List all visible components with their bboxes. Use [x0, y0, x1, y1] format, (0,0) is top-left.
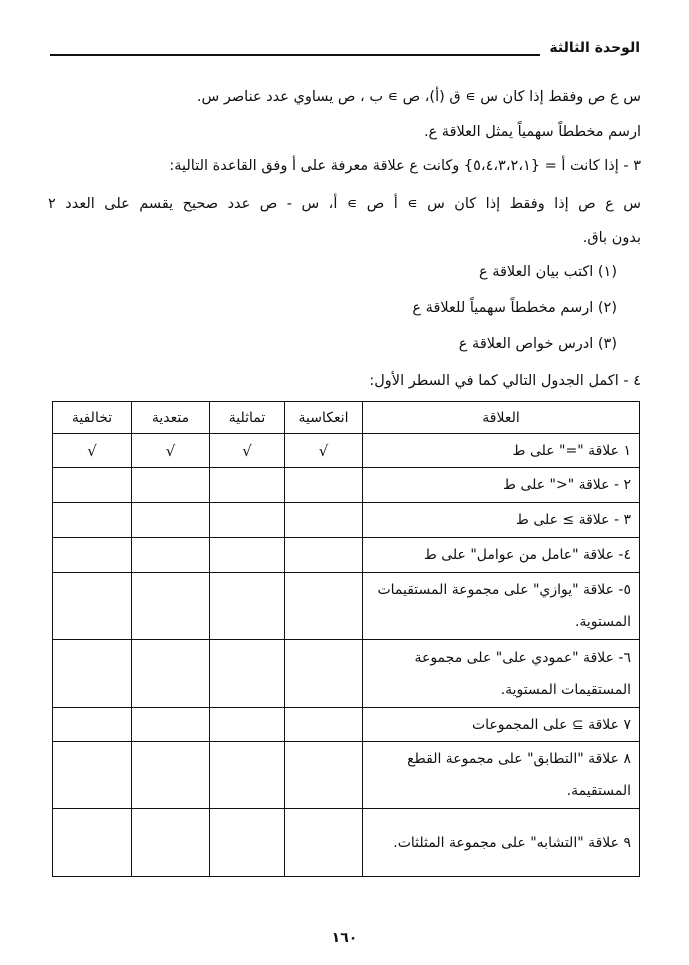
- header-rule: [50, 54, 540, 56]
- antisymmetric-cell: [53, 640, 132, 708]
- reflexive-cell: [285, 468, 363, 503]
- body-line: ٤ - اكمل الجدول التالي كما في السطر الأول:: [369, 373, 641, 389]
- reflexive-cell: [285, 573, 363, 640]
- transitive-cell: [132, 538, 210, 573]
- reflexive-cell: [285, 809, 363, 877]
- symmetric-cell: √: [210, 434, 285, 468]
- body-line: بدون باق.: [582, 230, 641, 246]
- reflexive-cell: [285, 503, 363, 538]
- body-line: ٣ - إذا كانت أ = {٥،٤،٣،٢،١} وكانت ع علاقة معرفة على أ وفق القاعدة التالية:: [169, 158, 641, 174]
- table-row: [53, 434, 640, 468]
- transitive-cell: [132, 503, 210, 538]
- relation-cell: ٣ - علاقة ≥ على ط: [363, 503, 640, 538]
- body-line: س ع ص وفقط إذا كان س ∍ ق (أ)، ص ∍ ب ، ص يساوي عدد عناصر س.: [196, 89, 641, 105]
- transitive-cell: [132, 573, 210, 640]
- symmetric-cell: [210, 468, 285, 503]
- symmetric-cell: [210, 742, 285, 809]
- header-antisymmetric: تخالفية: [53, 402, 132, 434]
- header-symmetric: تماثلية: [210, 402, 285, 434]
- symmetric-cell: [210, 640, 285, 708]
- relation-cell: ٩ علاقة "التشابه" على مجموعة المثلثات.: [363, 809, 640, 877]
- relation-cell: ١ علاقة "=" على ط: [363, 434, 640, 468]
- relation-cell: ٤- علاقة "عامل من عوامل" على ط: [363, 538, 640, 573]
- reflexive-cell: [285, 640, 363, 708]
- antisymmetric-cell: [53, 468, 132, 503]
- table-row: [53, 538, 640, 573]
- relation-cell: ٥- علاقة "يوازي" على مجموعة المستقيمات المستوية.: [363, 573, 640, 640]
- transitive-cell: [132, 640, 210, 708]
- table-row: [53, 809, 640, 877]
- question-item: (١) اكتب بيان العلاقة ع: [478, 264, 617, 280]
- relation-cell: ٢ - علاقة "<" على ط: [363, 468, 640, 503]
- table-row: [53, 708, 640, 742]
- antisymmetric-cell: [53, 809, 132, 877]
- symmetric-cell: [210, 708, 285, 742]
- antisymmetric-cell: [53, 742, 132, 809]
- table-row: [53, 573, 640, 640]
- antisymmetric-cell: [53, 503, 132, 538]
- unit-title: الوحدة الثالثة: [549, 40, 640, 56]
- table-row: [53, 640, 640, 708]
- reflexive-cell: [285, 742, 363, 809]
- page-header: [50, 40, 640, 62]
- antisymmetric-cell: [53, 708, 132, 742]
- antisymmetric-cell: [53, 538, 132, 573]
- transitive-cell: [132, 468, 210, 503]
- antisymmetric-cell: [53, 573, 132, 640]
- transitive-cell: [132, 708, 210, 742]
- question-item: (٣) ادرس خواص العلاقة ع: [458, 336, 617, 352]
- relation-cell: ٦- علاقة "عمودي على" على مجموعة المستقيمات المستوية.: [363, 640, 640, 708]
- header-transitive: متعدية: [132, 402, 210, 434]
- symmetric-cell: [210, 573, 285, 640]
- header-reflexive: انعكاسية: [285, 402, 363, 434]
- relation-cell: ٨ علاقة "التطابق" على مجموعة القطع المستقيمة.: [363, 742, 640, 809]
- page-number: ١٦٠: [331, 930, 358, 946]
- table-header-row: [53, 402, 640, 434]
- symmetric-cell: [210, 538, 285, 573]
- transitive-cell: [132, 742, 210, 809]
- table-row: [53, 742, 640, 809]
- transitive-cell: [132, 809, 210, 877]
- relations-table: [52, 401, 640, 877]
- antisymmetric-cell: √: [53, 434, 132, 468]
- transitive-cell: √: [132, 434, 210, 468]
- reflexive-cell: [285, 538, 363, 573]
- relation-cell: ٧ علاقة ⊇ على المجموعات: [363, 708, 640, 742]
- body-line: س ع ص إذا وفقط إذا كان س ∍ أ ص ∍ أ، س - ص عدد صحيح يقسم على العدد ٢: [48, 196, 641, 212]
- table-row: [53, 468, 640, 503]
- symmetric-cell: [210, 503, 285, 538]
- symmetric-cell: [210, 809, 285, 877]
- reflexive-cell: √: [285, 434, 363, 468]
- reflexive-cell: [285, 708, 363, 742]
- body-line: ارسم مخططاً سهمياً يمثل العلاقة ع.: [423, 124, 641, 140]
- question-item: (٢) ارسم مخططاً سهمياً للعلاقة ع: [412, 300, 617, 316]
- header-relation: العلاقة: [363, 402, 640, 434]
- table-row: [53, 503, 640, 538]
